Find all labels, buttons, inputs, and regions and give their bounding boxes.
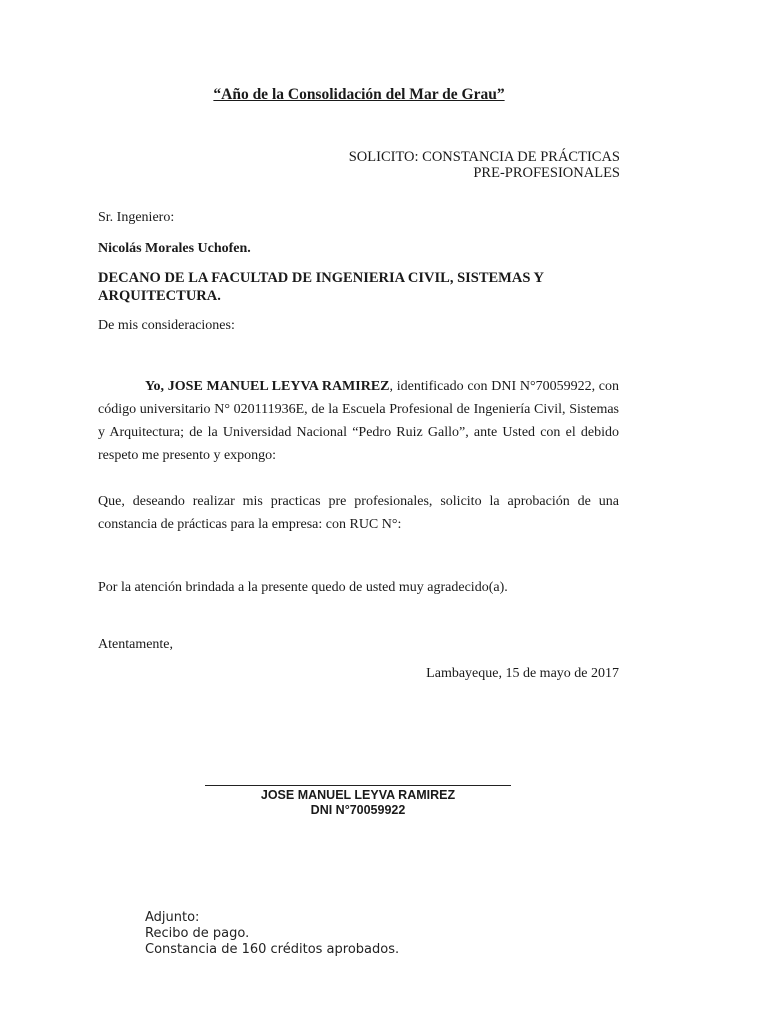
year-title: “Año de la Consolidación del Mar de Grau” (213, 86, 505, 103)
considerations-line: De mis consideraciones: (98, 318, 235, 333)
body-paragraph-3: Por la atención brindada a la presente quedo de usted muy agradecido(a). (98, 580, 508, 595)
closing: Atentamente, (98, 637, 174, 652)
attachment-item: Recibo de pago. (145, 926, 250, 941)
signature-line (205, 785, 511, 786)
signature-name: JOSE MANUEL LEYVA RAMIREZ (260, 788, 456, 802)
recipient-title (98, 269, 578, 305)
body-paragraph-1 (98, 375, 619, 467)
request-subject (300, 149, 620, 181)
body-paragraph-2: Que, deseando realizar mis practicas pre profesionales, solicito la aprobación de una constancia de prácticas para la empresa: con RUC N°: (98, 494, 619, 532)
signature-block (205, 788, 511, 818)
applicant-intro: Yo, JOSE MANUEL LEYVA RAMIREZ (145, 379, 390, 394)
attachment-item: Constancia de 160 créditos aprobados. (145, 942, 400, 957)
recipient-title-line-2: ARQUITECTURA. (98, 288, 221, 304)
attachments-heading: Adjunto: (145, 910, 200, 925)
recipient-title-line-1: DECANO DE LA FACULTAD DE INGENIERIA CIVIL, SISTEMAS Y (98, 270, 544, 286)
salutation: Sr. Ingeniero: (98, 210, 175, 225)
attachments (145, 910, 399, 958)
body-paragraph-1-text: , identificado con DNI N°70059922, con código universitario N° 020111936E, de la Escuela Profesional de Ingeniería Civil, Sistemas y Arquitectura; de la Universidad Nacional “Pedro Ruiz Gallo”, ante Usted con el debido respeto me presento y expongo: (98, 379, 619, 463)
request-subject-line-1: SOLICITO: CONSTANCIA DE PRÁCTICAS (348, 149, 620, 165)
date-line: Lambayeque, 15 de mayo de 2017 (426, 666, 619, 681)
recipient-name: Nicolás Morales Uchofen. (98, 241, 251, 256)
signature-dni: DNI N°70059922 (310, 803, 406, 817)
request-subject-line-2: PRE-PROFESIONALES (473, 165, 620, 181)
